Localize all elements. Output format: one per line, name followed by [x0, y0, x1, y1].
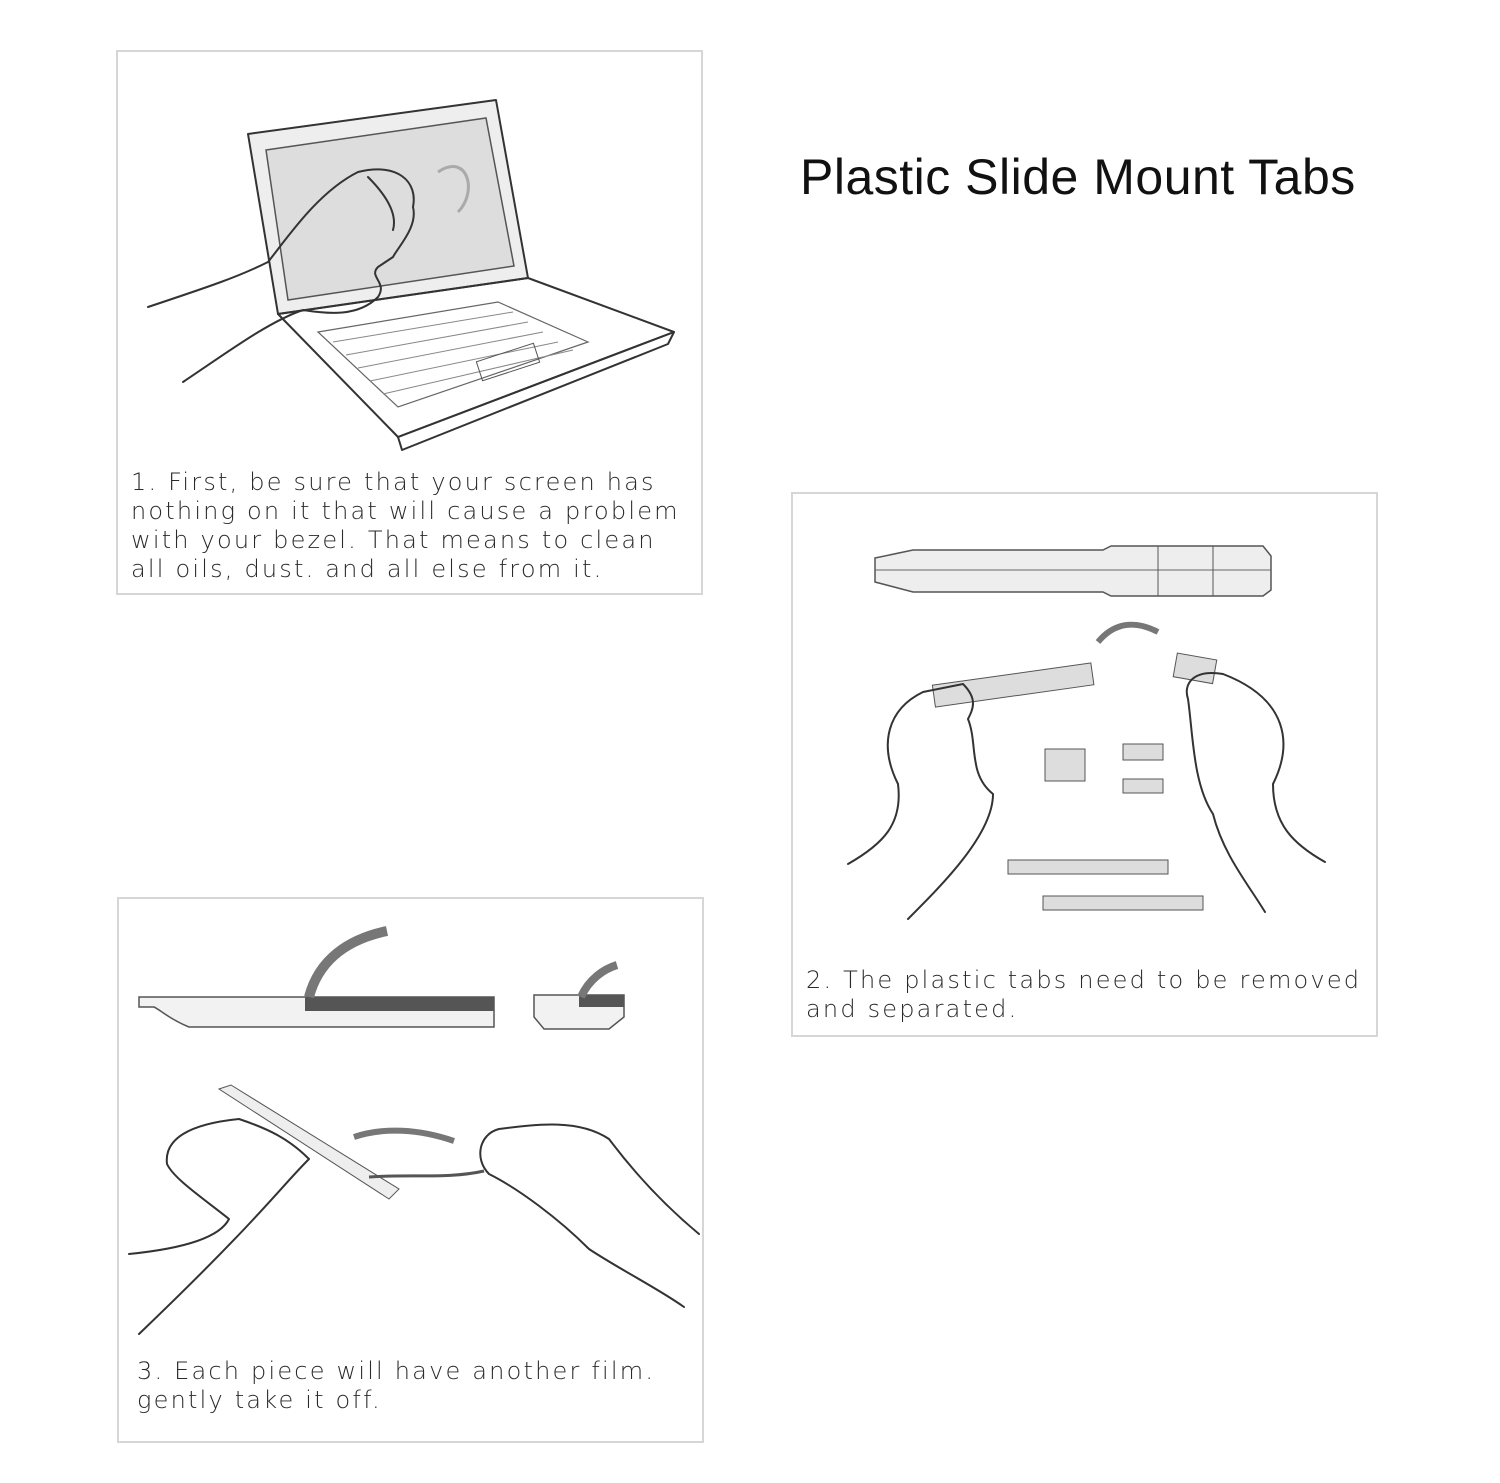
step-1-caption: 1. First, be sure that your screen has nothing on it that will cause a problem with your bezel. That means to clean all oils, dust. and all else from it.: [131, 468, 680, 583]
tab-separation-illustration: [793, 494, 1376, 934]
step-2-caption: 2. The plastic tabs need to be removed and separated.: [806, 966, 1362, 1023]
step-2-panel: [791, 492, 1378, 1037]
step-3-panel: [117, 897, 704, 1443]
step-1-panel: [116, 50, 703, 595]
film-removal-illustration: [119, 899, 702, 1349]
laptop-cleaning-illustration: [118, 52, 701, 472]
step-3-caption: 3. Each piece will have another film. gently take it off.: [137, 1357, 656, 1414]
page-title: Plastic Slide Mount Tabs: [800, 149, 1356, 205]
